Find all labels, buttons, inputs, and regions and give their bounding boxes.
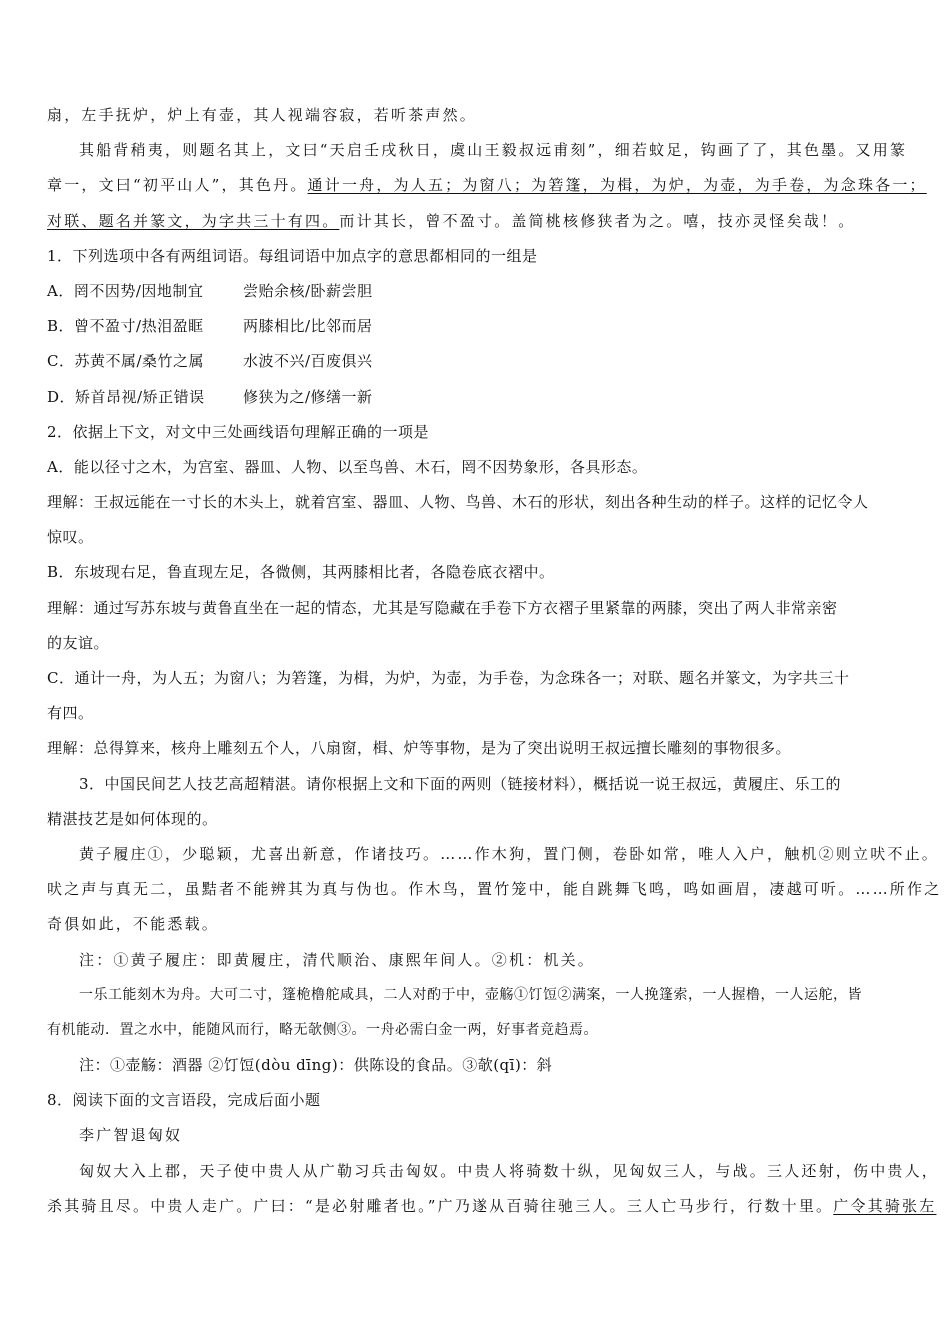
text-line: 章一，文曰“初平山人”，其色丹。通计一舟，为人五；为窗八；为箬篷，为楫，为炉，为壶，为手卷，为念珠各一；: [47, 176, 927, 195]
underlined-sentence-c: 通计一舟，为人五；为窗八；为箬篷，为楫，为炉，为壶，为手卷，为念珠各一；: [307, 176, 927, 195]
option-a: A．罔不因势/因地制宜 尝贻余核/卧薪尝胆: [47, 281, 373, 300]
question-3: 3．中国民间艺人技艺高超精湛。请你根据上文和下面的两则（链接材料），概括说一说王叔远，黄履庄、乐工的: [79, 774, 842, 793]
passage-line: 黄子履庄①，少聪颖，尤喜出新意，作诸技巧。……作木狗，置门侧，卷卧如常，唯人入户，触机②则立吠不止。: [79, 844, 940, 863]
text-line: 其船背稍夷，则题名其上，文曰“天启壬戌秋日，虞山王毅叔远甫刻”，细若蚊足，钩画了了，其色墨。又用篆: [79, 141, 908, 160]
text-line: 对联、题名并篆文，为字共三十有四。而计其长，曾不盈寸。盖简桃核修狭者为之。嘻，技亦灵怪矣哉！。: [47, 211, 856, 230]
option-c: C．通计一舟，为人五；为窗八；为箬篷，为楫，为炉，为壶，为手卷，为念珠各一；对联、题名并篆文，为字共三十: [47, 669, 850, 687]
passage-line: 吠之声与真无二，虽黠者不能辨其为真与伪也。作木鸟，置竹笼中，能自跳舞飞鸣，鸣如画眉，凄越可听。……所作之: [47, 880, 942, 899]
explanation: 理解：总得算来，核舟上雕刻五个人，八扇窗，楫、炉等事物，是为了突出说明王叔远擅长雕刻的事物很多。: [47, 739, 792, 758]
passage-line: 匈奴大入上郡，天子使中贵人从广勒习兵击匈奴。中贵人将骑数十纵，见匈奴三人，与战。三人还射，伤中贵人，: [79, 1161, 940, 1180]
question-1: 1．下列选项中各有两组词语。每组词语中加点字的意思都相同的一组是: [47, 246, 538, 265]
question-3-cont: 精湛技艺是如何体现的。: [47, 809, 218, 828]
option-c: C．苏黄不属/桑竹之属 水波不兴/百废俱兴: [47, 352, 373, 371]
document-page: [47, 98, 942, 1224]
text-line: 扇，左手抚炉，炉上有壶，其人视端容寂，若听茶声然。: [47, 106, 478, 124]
passage-line: 有机能动．置之水中，能随风而行，略无欹侧③。一舟必需白金一两，好事者竞趋焉。: [47, 1021, 598, 1038]
explanation: 理解：通过写苏东坡与黄鲁直坐在一起的情态，尤其是写隐藏在手卷下方衣褶子里紧靠的两膝，突出了两人非常亲密: [47, 598, 838, 617]
note-line: 注：①壶觞：酒器 ②饤饾(dòu dīng)：供陈设的食品。③欹(qī)：斜: [79, 1056, 553, 1075]
underlined-sentence-c-end: 对联、题名并篆文，为字共三十有四。: [47, 211, 340, 230]
passage-title: 李广智退匈奴: [79, 1126, 183, 1145]
note-line: 注：①黄子履庄：即黄履庄，清代顺治、康熙年间人。②机：机关。: [79, 950, 596, 969]
explanation: 理解：王叔远能在一寸长的木头上，就着宫室、器皿、人物、鸟兽、木石的形状，刻出各种生动的样子。这样的记忆令人: [47, 493, 869, 512]
passage-line: 杀其骑且尽。中贵人走广。广曰：“是必射雕者也。”广乃遂从百骑往驰三人。三人亡马步行，行数十里。广令其骑张左: [47, 1196, 937, 1215]
question-8: 8．阅读下面的文言语段，完成后面小题: [47, 1091, 321, 1110]
passage-line: 奇俱如此，不能悉载。: [47, 915, 220, 934]
passage-line: 一乐工能刻木为舟。大可二寸，篷桅橹舵咸具，二人对酌于中，壶觞①饤饾②满案，一人挽篷索，一人握橹，一人运舵，皆: [79, 986, 862, 1003]
option-b: B．东坡现右足，鲁直现左足，各微侧，其两膝相比者，各隐卷底衣褶中。: [47, 563, 555, 582]
option-d: D．矫首昂视/矫正错误 修狭为之/修缮一新: [47, 387, 373, 406]
explanation-cont: 的友谊。: [47, 633, 110, 652]
explanation-cont: 惊叹。: [47, 528, 94, 547]
option-b: B．曾不盈寸/热泪盈眶 两膝相比/比邻而居: [47, 317, 373, 336]
underlined-sentence: 广令其骑张左: [833, 1196, 937, 1215]
option-c-cont: 有四。: [47, 704, 94, 723]
question-2: 2．依据上下文，对文中三处画线语句理解正确的一项是: [47, 422, 430, 441]
option-a: A．能以径寸之木，为宫室、器皿、人物、以至鸟兽、木石，罔不因势象形，各具形态。: [47, 457, 648, 476]
